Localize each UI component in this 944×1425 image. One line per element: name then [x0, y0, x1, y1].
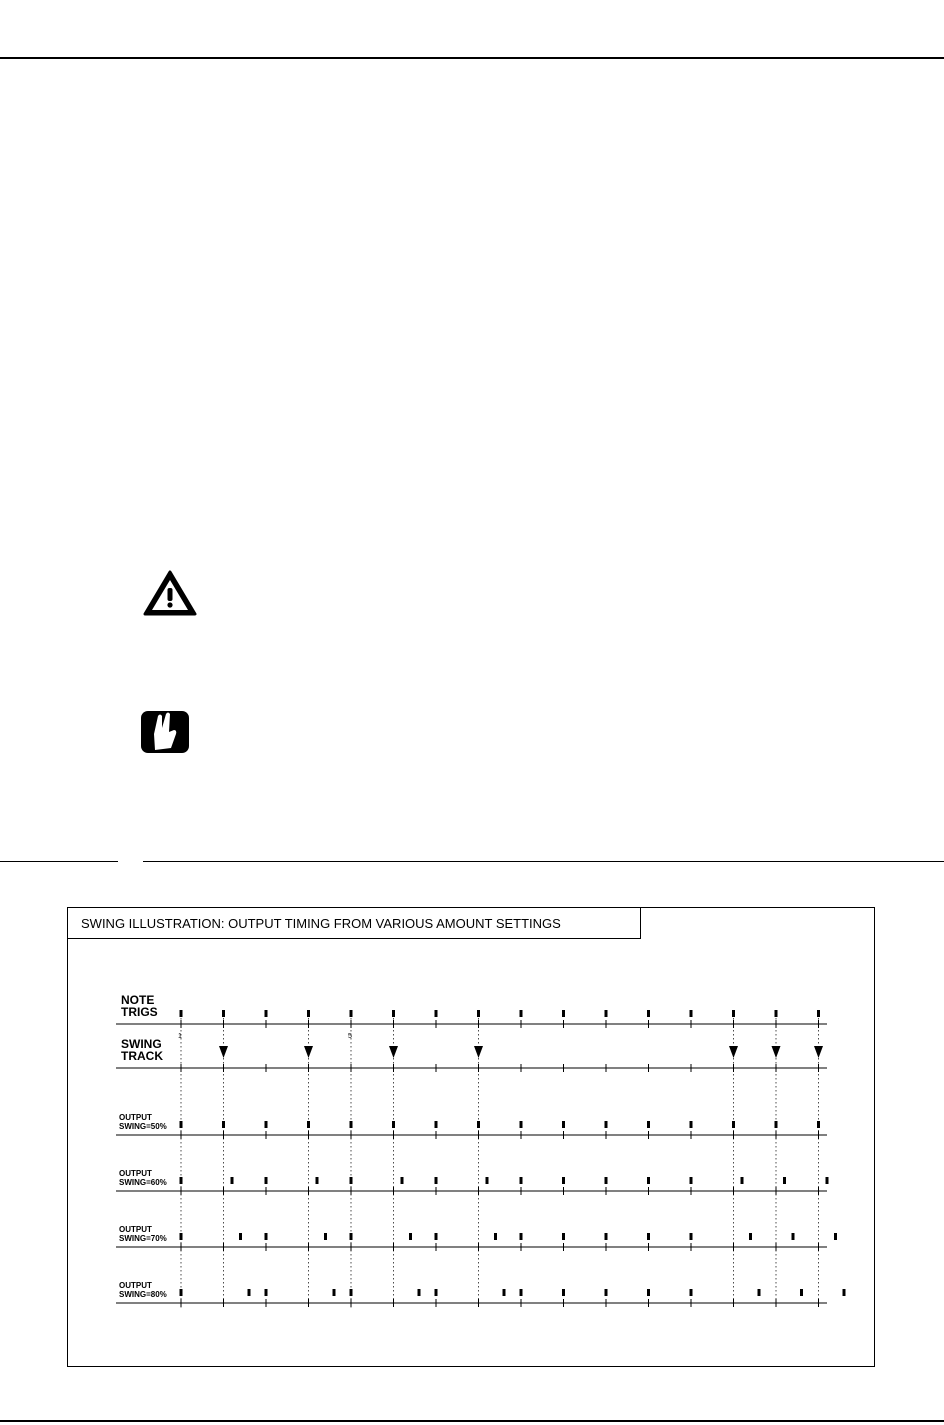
row-label: OUTPUT — [119, 1281, 152, 1290]
swing-marker — [772, 1046, 781, 1058]
swing-marker — [814, 1046, 823, 1058]
trig-mark — [826, 1177, 829, 1184]
trig-mark — [647, 1121, 650, 1128]
trig-mark — [647, 1233, 650, 1240]
trig-mark — [690, 1289, 693, 1296]
swing-marker — [474, 1046, 483, 1058]
trig-mark — [647, 1289, 650, 1296]
trig-mark — [350, 1233, 353, 1240]
trig-mark — [435, 1233, 438, 1240]
trig-mark — [307, 1121, 310, 1128]
trig-mark — [520, 1121, 523, 1128]
trig-mark — [690, 1177, 693, 1184]
trig-mark — [690, 1121, 693, 1128]
trig-mark — [562, 1289, 565, 1296]
bottom-rule — [0, 1420, 944, 1422]
trig-mark — [392, 1010, 395, 1017]
trig-mark — [477, 1121, 480, 1128]
row-label: OUTPUT — [119, 1225, 152, 1234]
trig-mark — [222, 1121, 225, 1128]
trig-mark — [562, 1233, 565, 1240]
trig-mark — [800, 1289, 803, 1296]
figure-title: SWING ILLUSTRATION: OUTPUT TIMING FROM VARIOUS AMOUNT SETTINGS — [81, 916, 561, 931]
trig-mark — [775, 1121, 778, 1128]
trig-mark — [520, 1289, 523, 1296]
swing-marker — [304, 1046, 313, 1058]
trig-mark — [775, 1010, 778, 1017]
trig-mark — [732, 1121, 735, 1128]
trig-mark — [843, 1289, 846, 1296]
trig-mark — [409, 1233, 412, 1240]
trig-mark — [605, 1177, 608, 1184]
trig-mark — [180, 1121, 183, 1128]
trig-mark — [316, 1177, 319, 1184]
trig-mark — [758, 1289, 761, 1296]
row-label: NOTE — [121, 993, 155, 1007]
trig-mark — [350, 1121, 353, 1128]
trig-mark — [265, 1121, 268, 1128]
trig-mark — [418, 1289, 421, 1296]
trig-mark — [265, 1010, 268, 1017]
row-label: TRIGS — [121, 1005, 158, 1019]
trig-mark — [792, 1233, 795, 1240]
trig-mark — [647, 1177, 650, 1184]
trig-mark — [350, 1289, 353, 1296]
trig-mark — [605, 1121, 608, 1128]
trig-mark — [350, 1177, 353, 1184]
trig-mark — [520, 1177, 523, 1184]
trig-mark — [324, 1233, 327, 1240]
trig-mark — [783, 1177, 786, 1184]
swing-marker — [729, 1046, 738, 1058]
trig-mark — [265, 1177, 268, 1184]
trig-mark — [486, 1177, 489, 1184]
trig-mark — [180, 1177, 183, 1184]
trig-mark — [605, 1289, 608, 1296]
trig-mark — [231, 1177, 234, 1184]
row-label: OUTPUT — [119, 1113, 152, 1122]
row-label: SWING=50% — [119, 1122, 167, 1131]
trig-mark — [180, 1233, 183, 1240]
row-label: TRACK — [121, 1049, 163, 1063]
row-label: OUTPUT — [119, 1169, 152, 1178]
swing-marker — [389, 1046, 398, 1058]
trig-mark — [435, 1010, 438, 1017]
trig-mark — [239, 1233, 242, 1240]
trig-mark — [834, 1233, 837, 1240]
trig-mark — [520, 1233, 523, 1240]
trig-mark — [749, 1233, 752, 1240]
trig-mark — [435, 1177, 438, 1184]
step-number: 5 — [348, 1033, 352, 1040]
trig-mark — [817, 1121, 820, 1128]
trig-mark — [401, 1177, 404, 1184]
trig-mark — [562, 1121, 565, 1128]
trig-mark — [520, 1010, 523, 1017]
trig-mark — [503, 1289, 506, 1296]
trig-mark — [647, 1010, 650, 1017]
trig-mark — [265, 1289, 268, 1296]
trig-mark — [265, 1233, 268, 1240]
row-label: SWING=70% — [119, 1234, 167, 1243]
trig-mark — [605, 1010, 608, 1017]
trig-mark — [562, 1010, 565, 1017]
trig-mark — [180, 1289, 183, 1296]
trig-mark — [435, 1289, 438, 1296]
trig-mark — [605, 1233, 608, 1240]
trig-mark — [690, 1010, 693, 1017]
trig-mark — [350, 1010, 353, 1017]
trig-mark — [248, 1289, 251, 1296]
trig-mark — [307, 1010, 310, 1017]
row-label: SWING — [121, 1037, 162, 1051]
trig-mark — [222, 1010, 225, 1017]
trig-mark — [741, 1177, 744, 1184]
trig-mark — [690, 1233, 693, 1240]
trig-mark — [732, 1010, 735, 1017]
trig-mark — [180, 1010, 183, 1017]
trig-mark — [435, 1121, 438, 1128]
trig-mark — [817, 1010, 820, 1017]
row-label: SWING=80% — [119, 1290, 167, 1299]
swing-marker — [219, 1046, 228, 1058]
trig-mark — [392, 1121, 395, 1128]
step-number: 1 — [178, 1033, 182, 1040]
row-label: SWING=60% — [119, 1178, 167, 1187]
trig-mark — [562, 1177, 565, 1184]
trig-mark — [477, 1010, 480, 1017]
trig-mark — [494, 1233, 497, 1240]
trig-mark — [333, 1289, 336, 1296]
